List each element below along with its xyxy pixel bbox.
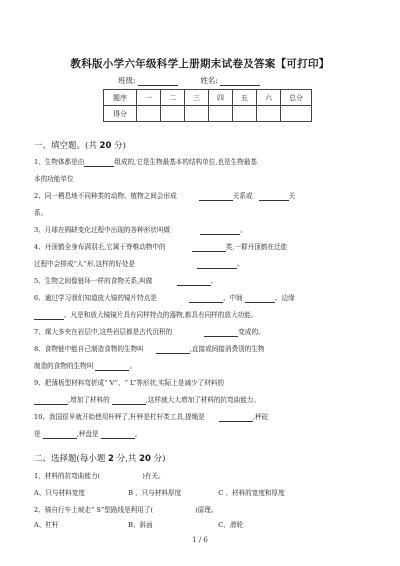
question-7: 7、煤大多夹在岩层中,这些岩层都是古代沉积的 变成的。 [34,328,265,336]
name-label: 姓名: [200,76,218,85]
student-info [118,75,280,86]
question-8: 8、食物链中能自己制造食物的生物叫 ,直接或间接消费别的生物 [34,345,265,353]
question-1-cont: 本的功能单位 [34,175,74,183]
question-4: 4、丹顶鹤全身布满羽毛,它属于脊椎动物中的 类,一群丹顶鹤在迁徙 [34,243,288,251]
section2-title: 二、选择题(每小题 2 分,共 20 分) [34,454,166,464]
answer-blank[interactable] [200,227,240,235]
choice-1-options [34,489,285,498]
score-cell: 六 [257,90,281,106]
score-cell: 总分 [281,90,312,106]
answer-blank[interactable] [34,312,64,320]
choice-2-options [34,521,243,530]
option-a: A、杠杆 [34,521,59,529]
answer-blank[interactable] [192,244,226,252]
answer-blank[interactable] [197,261,237,269]
class-blank [138,77,178,86]
score-cell: 四 [209,90,233,106]
option-a: A、只与材料宽度 [34,489,85,497]
question-2: 2、同一栖息地不同种类的动物、植物之间会形成 关系或 关 [34,192,296,200]
question-6-cont: 。凡是和放大镜镜片具有同样特点的器物,都具有同样的放大功能。 [34,311,257,320]
score-input-cell[interactable] [257,106,281,122]
answer-blank[interactable] [204,329,238,337]
score-cell: 三 [185,90,209,106]
answer-blank[interactable] [34,397,68,405]
score-cell: 二 [161,90,185,106]
question-10: 10、我国很早就开始使用杆秤了,杆秤是杠杆类工具,提绳是 ,秤砣 [34,413,269,421]
score-input-cell[interactable] [185,106,209,122]
page-number: 1 / 6 [192,536,208,544]
score-cell: 题序 [104,90,137,106]
question-5: 5、生物之间像链环一样的食物关系,叫做 。 [34,277,218,285]
answer-blank[interactable] [95,363,129,371]
answer-blank[interactable] [259,193,289,201]
section1-title: 一、填空题。(共 20 分) [34,141,126,151]
score-input-cell[interactable] [233,106,257,122]
question-4-cont: 过程中会排成“人”形,这样的好处是 。 [34,260,244,268]
question-8-cont: 制造的食物的生物叫 。 [34,362,137,370]
answer-blank[interactable] [84,159,114,167]
score-input-cell[interactable] [281,106,312,122]
option-b: B 、只与材料厚度 [128,489,182,497]
score-table [103,89,312,122]
score-input-cell[interactable] [137,106,161,122]
question-9: 9、把薄板型材料弯折成“ V”、“ L”等形状,实际上是减少了材料的 [34,379,225,387]
question-2-cont: 系。 [34,209,48,217]
answer-blank[interactable] [156,346,190,354]
section2-per-points: 2 [108,454,114,464]
section2-points: 20 [139,454,151,464]
question-6: 6、通过学习我们知道放大镜的镜片特点是 、中间 、边缘 [34,294,295,302]
option-b: B、斜面 [128,521,153,529]
answer-blank[interactable] [199,193,233,201]
answer-blank[interactable] [177,278,211,286]
score-input-cell[interactable] [161,106,185,122]
choice-question-2: 2、骑自行车上坡走“ S”型路线是利用了( )原理。 [34,506,218,514]
section1-points: 20 [99,141,112,151]
score-cell: 五 [233,90,257,106]
score-header-row [104,90,312,106]
answer-blank[interactable] [101,431,135,439]
score-cell: 一 [137,90,161,106]
class-label: 班级: [118,76,136,85]
answer-blank[interactable] [245,295,275,303]
answer-blank[interactable] [112,397,146,405]
exam-title: 教科版小学六年级科学上册期末试卷及答案【可打印】 [70,58,330,70]
name-blank [220,77,260,86]
score-input-cell[interactable] [209,106,233,122]
score-value-row [104,106,312,122]
answer-blank[interactable] [189,295,223,303]
question-9-cont: ,增加了材料的 ,这样就大大增加了材料的抗弯曲能力。 [34,396,260,405]
answer-blank[interactable] [43,431,77,439]
answer-blank[interactable] [219,414,253,422]
option-c: C、滑轮 [218,521,244,529]
option-c: C 、材料的宽度和厚度 [218,489,285,497]
question-1: 1、生物体都是由 组成的,它是生物最基本的结构单位,也是生物最基 [34,158,258,166]
question-3: 3、月球在圆缺变化过程中出现的各种形状叫做 。 [34,226,247,234]
score-row-label: 得分 [104,106,137,122]
question-10-cont: 是 ,秤盘是 。 [34,430,142,438]
choice-question-1: 1、材料的抗弯曲能力( )有关。 [34,472,165,480]
